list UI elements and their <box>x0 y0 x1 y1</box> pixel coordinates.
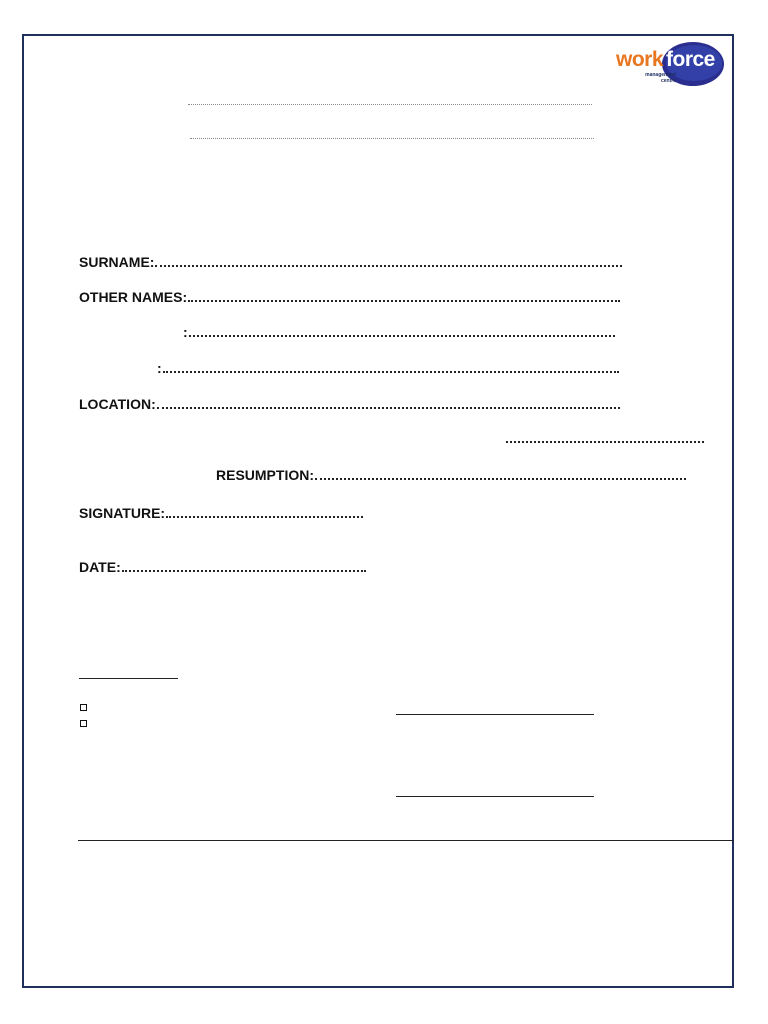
signature-label: SIGNATURE: <box>79 505 166 521</box>
surname-dots[interactable] <box>155 265 622 267</box>
signature-dots[interactable] <box>166 516 363 518</box>
resumption-dots[interactable] <box>315 478 686 480</box>
blank-field-2[interactable] <box>157 358 619 376</box>
checkbox-1[interactable] <box>80 704 87 711</box>
date-field[interactable] <box>79 557 366 575</box>
short-rule <box>79 678 178 679</box>
footer-divider <box>78 840 734 841</box>
date-label: DATE: <box>79 559 121 575</box>
surname-field[interactable] <box>79 252 622 270</box>
resumption-field[interactable] <box>216 465 686 483</box>
blank-label-1: : <box>183 324 188 340</box>
workforce-logo <box>614 40 726 90</box>
other-names-dots[interactable] <box>188 300 620 302</box>
surname-label: SURNAME: <box>79 254 155 270</box>
other-names-field[interactable] <box>79 287 620 305</box>
blank-label-2: : <box>157 360 162 376</box>
logo-force-text: force <box>666 48 715 71</box>
blank-dots-1[interactable] <box>189 335 615 337</box>
signature-line-1[interactable] <box>396 714 594 715</box>
header-line-1[interactable] <box>188 104 592 105</box>
date-dots[interactable] <box>122 570 366 572</box>
signature-line-2[interactable] <box>396 796 594 797</box>
other-names-label: OTHER NAMES: <box>79 289 188 305</box>
resumption-label: RESUMPTION: <box>216 467 314 483</box>
logo-subtitle-2: centre <box>660 78 676 84</box>
blank-field-1[interactable] <box>183 322 615 340</box>
checkbox-2[interactable] <box>80 720 87 727</box>
header-line-2[interactable] <box>190 138 594 139</box>
logo-work-text: work <box>616 48 664 71</box>
location-label: LOCATION: <box>79 396 156 412</box>
location-field[interactable] <box>79 394 620 412</box>
signature-field[interactable] <box>79 503 363 521</box>
logo-subtitle-1: management <box>645 72 676 78</box>
location-dots[interactable] <box>157 407 620 409</box>
unlabeled-dots[interactable] <box>506 441 704 443</box>
blank-dots-2[interactable] <box>163 371 619 373</box>
